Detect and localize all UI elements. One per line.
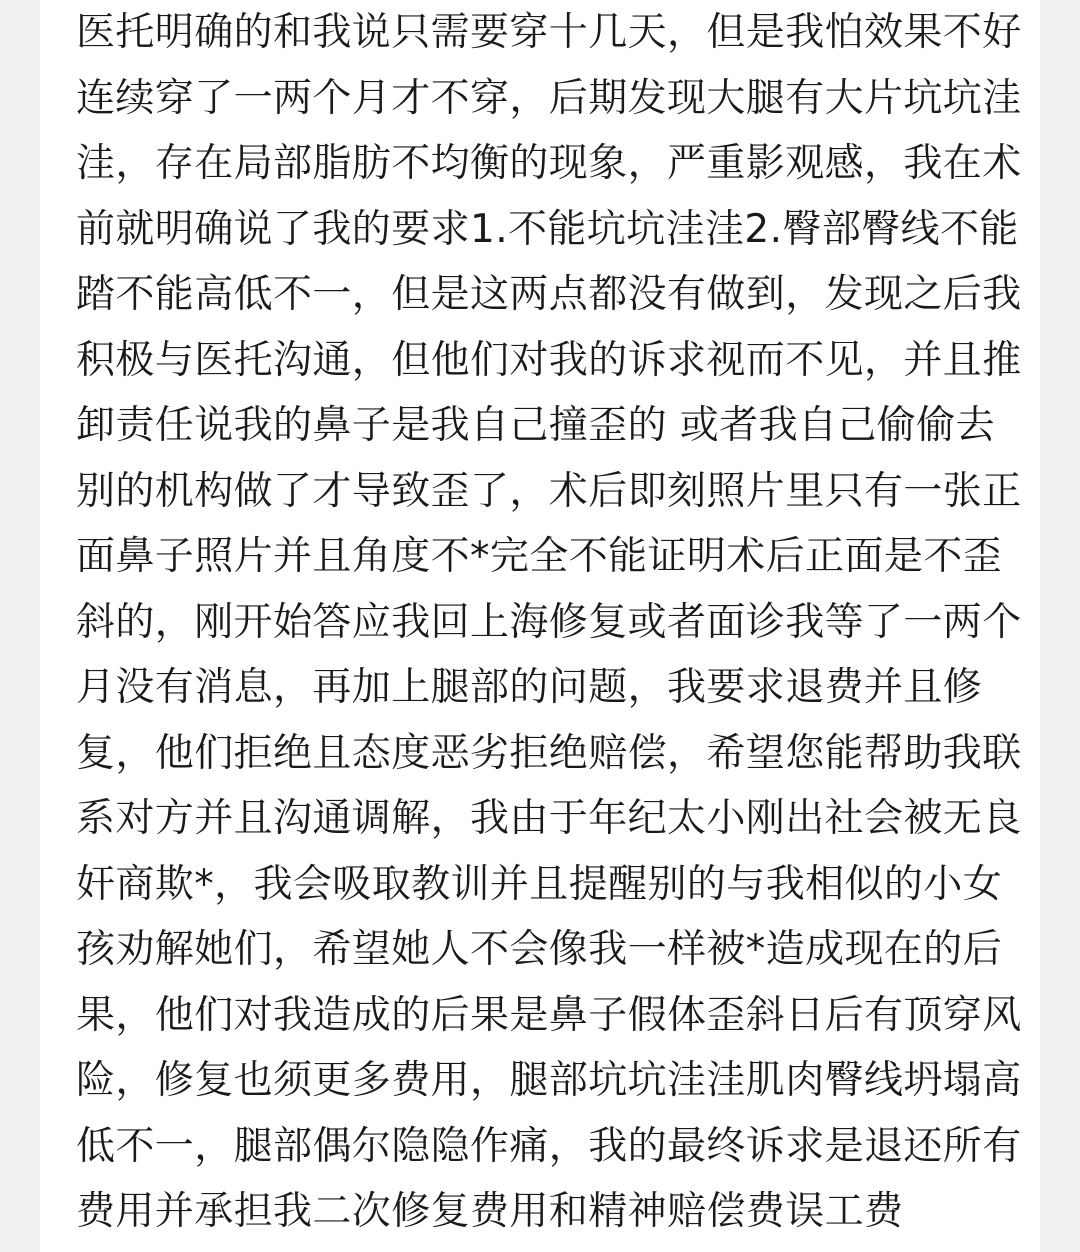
text-line: 踏不能高低不一，但是这两点都没有做到，发现之后我: [76, 272, 1022, 317]
text-line: 果，他们对我造成的后果是鼻子假体歪斜日后有顶穿风: [76, 992, 1022, 1038]
text-line: 别的机构做了才导致歪了，术后即刻照片里只有一张正: [76, 468, 1022, 514]
text-line: 系对方并且沟通调解，我由于年纪太小刚出社会被无良: [76, 796, 1022, 841]
text-line: 面鼻子照片并且角度不*完全不能证明术后正面是不歪: [76, 534, 1003, 579]
text-line: 斜的，刚开始答应我回上海修复或者面诊我等了一两个: [76, 599, 1022, 645]
complaint-text: [76, 0, 1022, 1245]
text-line: 洼，存在局部脂肪不均衡的现象，严重影观感，我在术: [76, 141, 1022, 186]
text-line: 低不一，腿部偶尔隐隐作痛，我的最终诉求是退还所有: [76, 1123, 1022, 1169]
text-line: 复，他们拒绝且态度恶劣拒绝赔偿，希望您能帮助我联: [76, 730, 1022, 776]
text-line: 费用并承担我二次修复费用和精神赔偿费误工费: [76, 1189, 904, 1234]
text-line: 险，修复也须更多费用，腿部坑坑洼洼肌肉臀线坍塌高: [76, 1058, 1022, 1103]
text-line: 卸责任说我的鼻子是我自己撞歪的 或者我自己偷偷去: [76, 403, 995, 448]
document-page: [40, 0, 1040, 1252]
text-line: 医托明确的和我说只需要穿十几天，但是我怕效果不好: [76, 10, 1022, 55]
text-line: 前就明确说了我的要求1.不能坑坑洼洼2.臀部臀线不能: [76, 206, 1019, 252]
text-line: 孩劝解她们，希望她人不会像我一样被*造成现在的后: [76, 927, 1003, 972]
text-line: 奸商欺*，我会吸取教训并且提醒别的与我相似的小女: [76, 861, 1003, 907]
text-line: 月没有消息，再加上腿部的问题，我要求退费并且修: [76, 665, 983, 710]
text-line: 积极与医托沟通，但他们对我的诉求视而不见，并且推: [76, 337, 1022, 383]
text-line: 连续穿了一两个月才不穿，后期发现大腿有大片坑坑洼: [76, 75, 1022, 121]
